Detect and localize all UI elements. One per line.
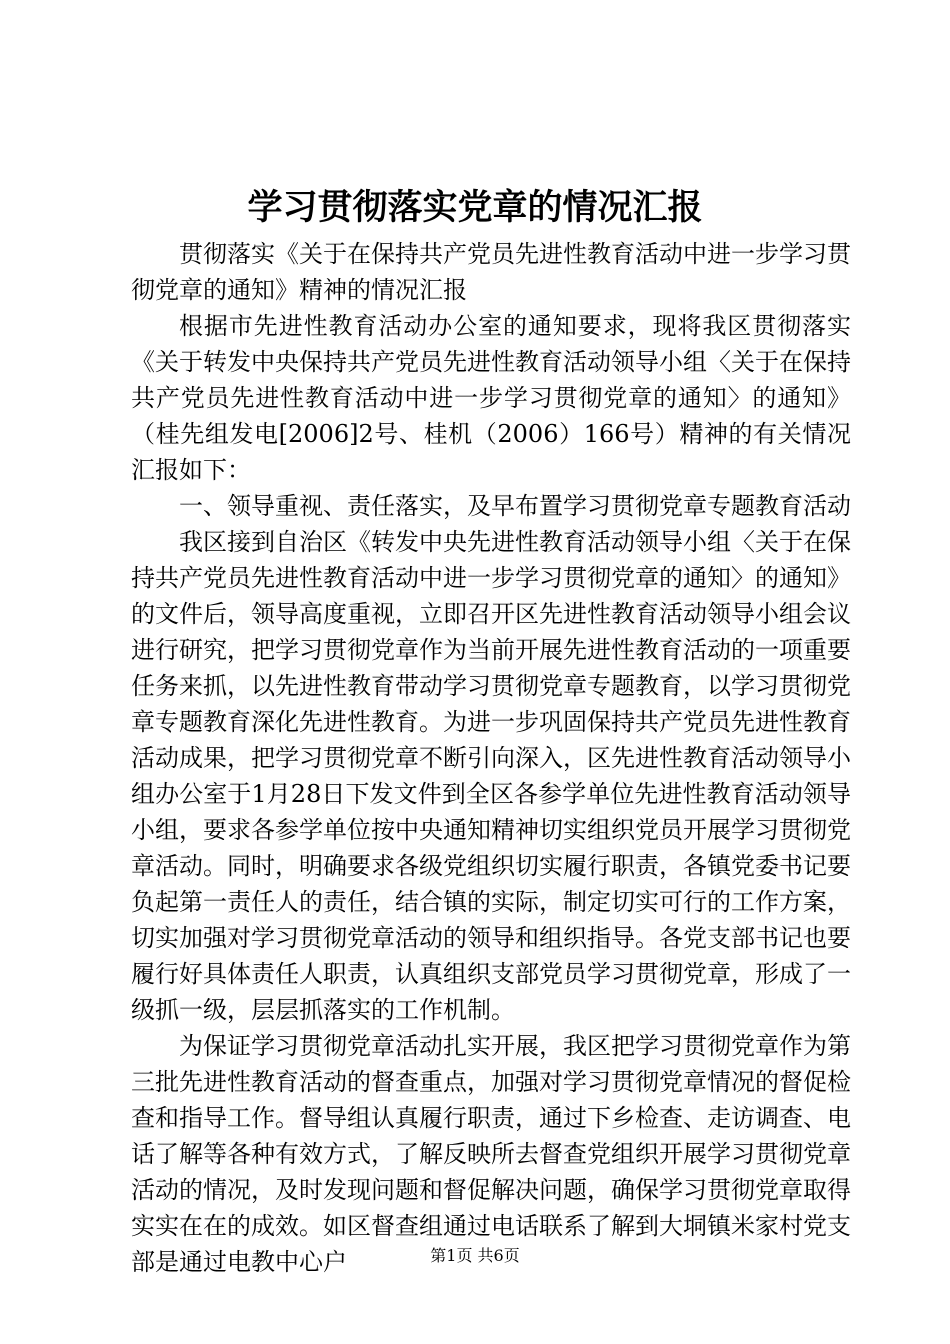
page-footer: 第1页 共6页: [430, 1246, 520, 1265]
document-title: 学习贯彻落实党章的情况汇报: [247, 187, 703, 228]
paragraph-heading-notice: 贯彻落实《关于在保持共产党员先进性教育活动中进一步学习贯彻党章的通知》精神的情况汇报: [131, 240, 851, 304]
paragraph-intro: 根据市先进性教育活动办公室的通知要求，现将我区贯彻落实《关于转发中央保持共产党员先进性教育活动领导小组〈关于在保持共产党员先进性教育活动中进一步学习贯彻党章的通知〉的通知》（桂先组发电[2006]2号、桂机（2006）166号）精神的有关情况汇报如下：: [131, 312, 851, 484]
document-body: [131, 236, 851, 1280]
paragraph-body-2: 为保证学习贯彻党章活动扎实开展，我区把学习贯彻党章作为第三批先进性教育活动的督查重点，加强对学习贯彻党章情况的督促检查和指导工作。督导组认真履行职责，通过下乡检查、走访调查、电话了解等各种有效方式，了解反映所去督查党组织开展学习贯彻党章活动的情况，及时发现问题和督促解决问题，确保学习贯彻党章取得实实在在的成效。如区督查组通过电话联系了解到大垌镇米家村党支部是通过电教中心户: [131, 1032, 851, 1276]
paragraph-body-1: 我区接到自治区《转发中央先进性教育活动领导小组〈关于在保持共产党员先进性教育活动中进一步学习贯彻党章的通知〉的通知》的文件后，领导高度重视，立即召开区先进性教育活动领导小组会议进行研究，把学习贯彻党章作为当前开展先进性教育活动的一项重要任务来抓，以先进性教育带动学习贯彻党章专题教育，以学习贯彻党章专题教育深化先进性教育。为进一步巩固保持共产党员先进性教育活动成果，把学习贯彻党章不断引向深入，区先进性教育活动领导小组办公室于1月28日下发文件到全区各参学单位先进性教育活动领导小组，要求各参学单位按中央通知精神切实组织党员开展学习贯彻党章活动。同时，明确要求各级党组织切实履行职责，各镇党委书记要负起第一责任人的责任，结合镇的实际，制定切实可行的工作方案，切实加强对学习贯彻党章活动的领导和组织指导。各党支部书记也要履行好具体责任人职责，认真组织支部党员学习贯彻党章，形成了一级抓一级，层层抓落实的工作机制。: [131, 528, 851, 1024]
section-heading-1: 一、领导重视、责任落实，及早布置学习贯彻党章专题教育活动: [179, 492, 851, 520]
